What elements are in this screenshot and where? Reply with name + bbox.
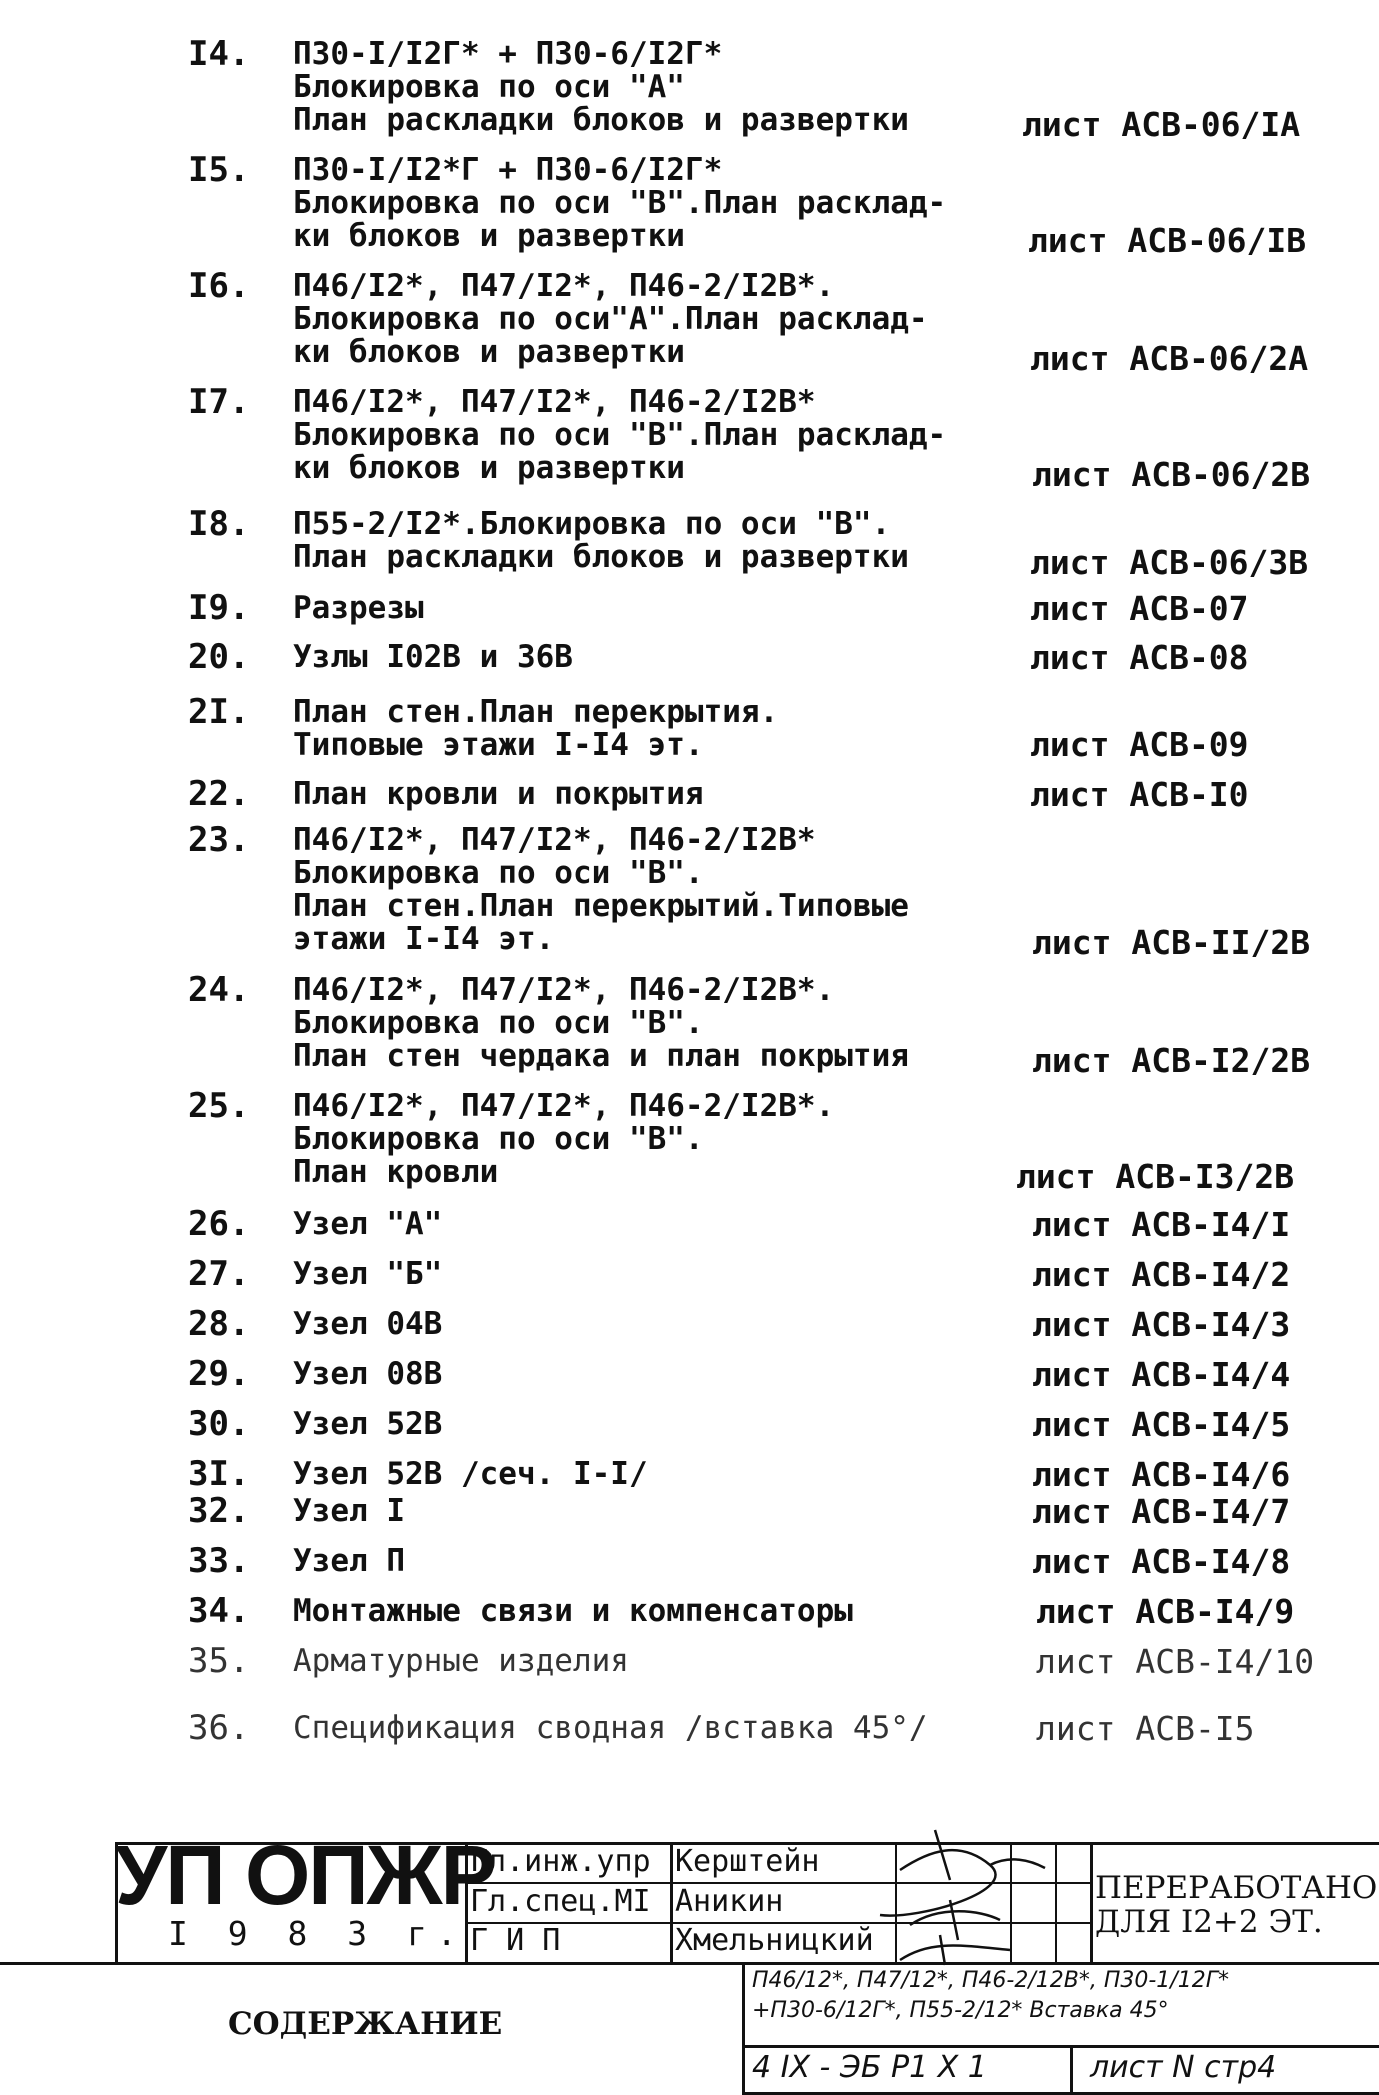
- row-number: I8.: [188, 504, 250, 544]
- description-line: П46/I2*, П47/I2*, П46-2/I2В*.: [293, 268, 835, 304]
- row-description: [293, 641, 1023, 674]
- row-description: [293, 1208, 1023, 1241]
- description-line: План стен.План перекрытия.: [293, 694, 779, 730]
- row-number: 2I.: [188, 692, 250, 732]
- sheet-reference: лист АСВ-06/IА: [1022, 105, 1301, 144]
- sheet-number: лист N стр4: [1090, 2050, 1277, 2085]
- role-chief-specialist: Гл.спец.MI: [470, 1884, 651, 1919]
- row-description: [293, 1495, 1023, 1528]
- description-line: Блокировка по оси "В".План расклад-: [293, 417, 947, 453]
- row-description: [293, 592, 1023, 625]
- role-gip: Г И П: [470, 1923, 561, 1958]
- description-line: Типовые этажи I-I4 эт.: [293, 727, 704, 763]
- signatures: [840, 1810, 1060, 1970]
- sheet-reference: лист АСВ-I4/I: [1032, 1205, 1291, 1244]
- row-description: [293, 1545, 1023, 1578]
- description-line: Блокировка по оси "В".: [293, 1121, 704, 1157]
- description-line: Арматурные изделия: [293, 1643, 629, 1679]
- description-line: этажи I-I4 эт.: [293, 921, 555, 957]
- name-khmelnitsky: Хмельницкий: [675, 1923, 874, 1958]
- row-description: [293, 1090, 1023, 1189]
- sheet-reference: лист АСВ-09: [1030, 725, 1249, 764]
- description-line: План стен чердака и план покрытия: [293, 1038, 909, 1074]
- row-description: [293, 1258, 1023, 1291]
- description-line: Узел 52В /сеч. I-I/: [293, 1456, 648, 1492]
- row-description: [293, 778, 1023, 811]
- row-number: 36.: [188, 1708, 250, 1748]
- row-number: I6.: [188, 266, 250, 306]
- description-line: П46/I2*, П47/I2*, П46-2/I2В*.: [293, 972, 835, 1008]
- description-line: Блокировка по оси "В".: [293, 1005, 704, 1041]
- sheet-reference: лист АСВ-I0: [1030, 775, 1249, 814]
- row-description: [293, 1408, 1023, 1441]
- row-number: 28.: [188, 1304, 250, 1344]
- description-line: П46/I2*, П47/I2*, П46-2/I2В*: [293, 384, 816, 420]
- description-line: ки блоков и развертки: [293, 334, 685, 370]
- row-description: [293, 38, 1023, 137]
- sheet-reference: лист АСВ-I4/2: [1032, 1255, 1291, 1294]
- row-description: [293, 270, 1023, 369]
- row-description: [293, 1358, 1023, 1391]
- sheet-reference: лист АСВ-06/IВ: [1028, 221, 1307, 260]
- row-number: I4.: [188, 34, 250, 74]
- row-number: 26.: [188, 1204, 250, 1244]
- description-line: План раскладки блоков и развертки: [293, 539, 909, 575]
- sheet-reference: лист АСВ-I4/10: [1036, 1642, 1315, 1681]
- name-anikin: Аникин: [675, 1884, 784, 1919]
- row-number: 29.: [188, 1354, 250, 1394]
- row-number: 20.: [188, 637, 250, 677]
- row-description: [293, 696, 1023, 762]
- description-line: Узел П: [293, 1543, 405, 1579]
- row-number: 3I.: [188, 1454, 250, 1494]
- sheet-reference: лист АСВ-I4/8: [1032, 1542, 1291, 1581]
- description-line: Блокировка по оси "В".План расклад-: [293, 185, 947, 221]
- row-number: 30.: [188, 1404, 250, 1444]
- description-line: План кровли и покрытия: [293, 776, 704, 812]
- sheet-reference: лист АСВ-08: [1030, 638, 1249, 677]
- description-line: План кровли: [293, 1154, 499, 1190]
- row-number: 23.: [188, 820, 250, 860]
- row-description: [293, 386, 1023, 485]
- description-line: Разрезы: [293, 590, 424, 626]
- row-number: 25.: [188, 1086, 250, 1126]
- row-description: [293, 1712, 1023, 1745]
- sheet-reference: лист АСВ-I4/6: [1032, 1455, 1291, 1494]
- name-kershtein: Керштейн: [675, 1844, 820, 1879]
- description-line: Узел "А": [293, 1206, 443, 1242]
- row-number: I9.: [188, 588, 250, 628]
- row-description: [293, 1595, 1023, 1628]
- row-description: [293, 1458, 1023, 1491]
- row-description: [293, 1308, 1023, 1341]
- description-line: Узел "Б": [293, 1256, 443, 1292]
- role-chief-engineer: Гл.инж.упр: [470, 1844, 651, 1879]
- description-line: П30-I/I2*Г + П30-6/I2Г*: [293, 152, 723, 188]
- row-number: I5.: [188, 150, 250, 190]
- description-line: П55-2/I2*.Блокировка по оси "В".: [293, 506, 891, 542]
- year: I 9 8 3 г.: [168, 1914, 467, 1953]
- row-number: 32.: [188, 1491, 250, 1531]
- description-line: План стен.План перекрытий.Типовые: [293, 888, 909, 924]
- row-description: [293, 154, 1023, 253]
- description-line: ки блоков и развертки: [293, 218, 685, 254]
- description-line: Монтажные связи и компенсаторы: [293, 1593, 853, 1629]
- description-line: П30-I/I2Г* + П30-6/I2Г*: [293, 36, 723, 72]
- row-number: 22.: [188, 774, 250, 814]
- sheet-reference: лист АСВ-I4/9: [1036, 1592, 1295, 1631]
- row-number: 35.: [188, 1641, 250, 1681]
- description-line: Блокировка по оси "В".: [293, 855, 704, 891]
- sheet-reference: лист АСВ-I4/4: [1032, 1355, 1291, 1394]
- sheet-reference: лист АСВ-06/3В: [1030, 543, 1309, 582]
- description-line: Спецификация сводная /вставка 45°/: [293, 1710, 928, 1746]
- description-line: Узел 08В: [293, 1356, 443, 1392]
- note-reworked: ПЕРЕРАБОТАНО: [1095, 1870, 1378, 1906]
- description-line: Блокировка по оси "А": [293, 69, 685, 105]
- description-line: П46/I2*, П47/I2*, П46-2/I2В*: [293, 822, 816, 858]
- document-code: 4 IX - ЭБ Р1 Х 1: [752, 2050, 987, 2085]
- sheet-reference: лист АСВ-II/2В: [1032, 923, 1311, 962]
- row-number: 27.: [188, 1254, 250, 1294]
- sheet-reference: лист АСВ-I4/7: [1032, 1492, 1291, 1531]
- description-line: Блокировка по оси"А".План расклад-: [293, 301, 928, 337]
- sheet-reference: лист АСВ-I5: [1036, 1709, 1255, 1748]
- project-line-2: +П30-6/12Г*, П55-2/12* Вставка 45°: [752, 1998, 1169, 2023]
- note-floors: ДЛЯ I2+2 ЭТ.: [1095, 1904, 1323, 1940]
- sheet-reference: лист АСВ-07: [1030, 589, 1249, 628]
- sheet-reference: лист АСВ-06/2А: [1030, 339, 1309, 378]
- row-number: I7.: [188, 382, 250, 422]
- description-line: Узел 52В: [293, 1406, 443, 1442]
- description-line: Узел 04В: [293, 1306, 443, 1342]
- row-number: 24.: [188, 970, 250, 1010]
- sheet-reference: лист АСВ-06/2В: [1032, 455, 1311, 494]
- row-description: [293, 974, 1023, 1073]
- sheet-reference: лист АСВ-I4/3: [1032, 1305, 1291, 1344]
- description-line: П46/I2*, П47/I2*, П46-2/I2В*.: [293, 1088, 835, 1124]
- description-line: ки блоков и развертки: [293, 450, 685, 486]
- sheet-reference: лист АСВ-I4/5: [1032, 1405, 1291, 1444]
- organization-logo: УП ОПЖР: [115, 1828, 495, 1922]
- row-description: [293, 508, 1023, 574]
- row-number: 33.: [188, 1541, 250, 1581]
- description-line: Узел I: [293, 1493, 405, 1529]
- sheet-reference: лист АСВ-I2/2В: [1032, 1041, 1311, 1080]
- sheet-caption: СОДЕРЖАНИЕ: [228, 2006, 503, 2042]
- row-description: [293, 824, 1023, 956]
- description-line: Узлы I02В и 36В: [293, 639, 573, 675]
- row-description: [293, 1645, 1023, 1678]
- description-line: План раскладки блоков и развертки: [293, 102, 909, 138]
- sheet-reference: лист АСВ-I3/2В: [1016, 1157, 1295, 1196]
- row-number: 34.: [188, 1591, 250, 1631]
- project-line-1: П46/12*, П47/12*, П46-2/12В*, П30-1/12Г*: [752, 1968, 1229, 1993]
